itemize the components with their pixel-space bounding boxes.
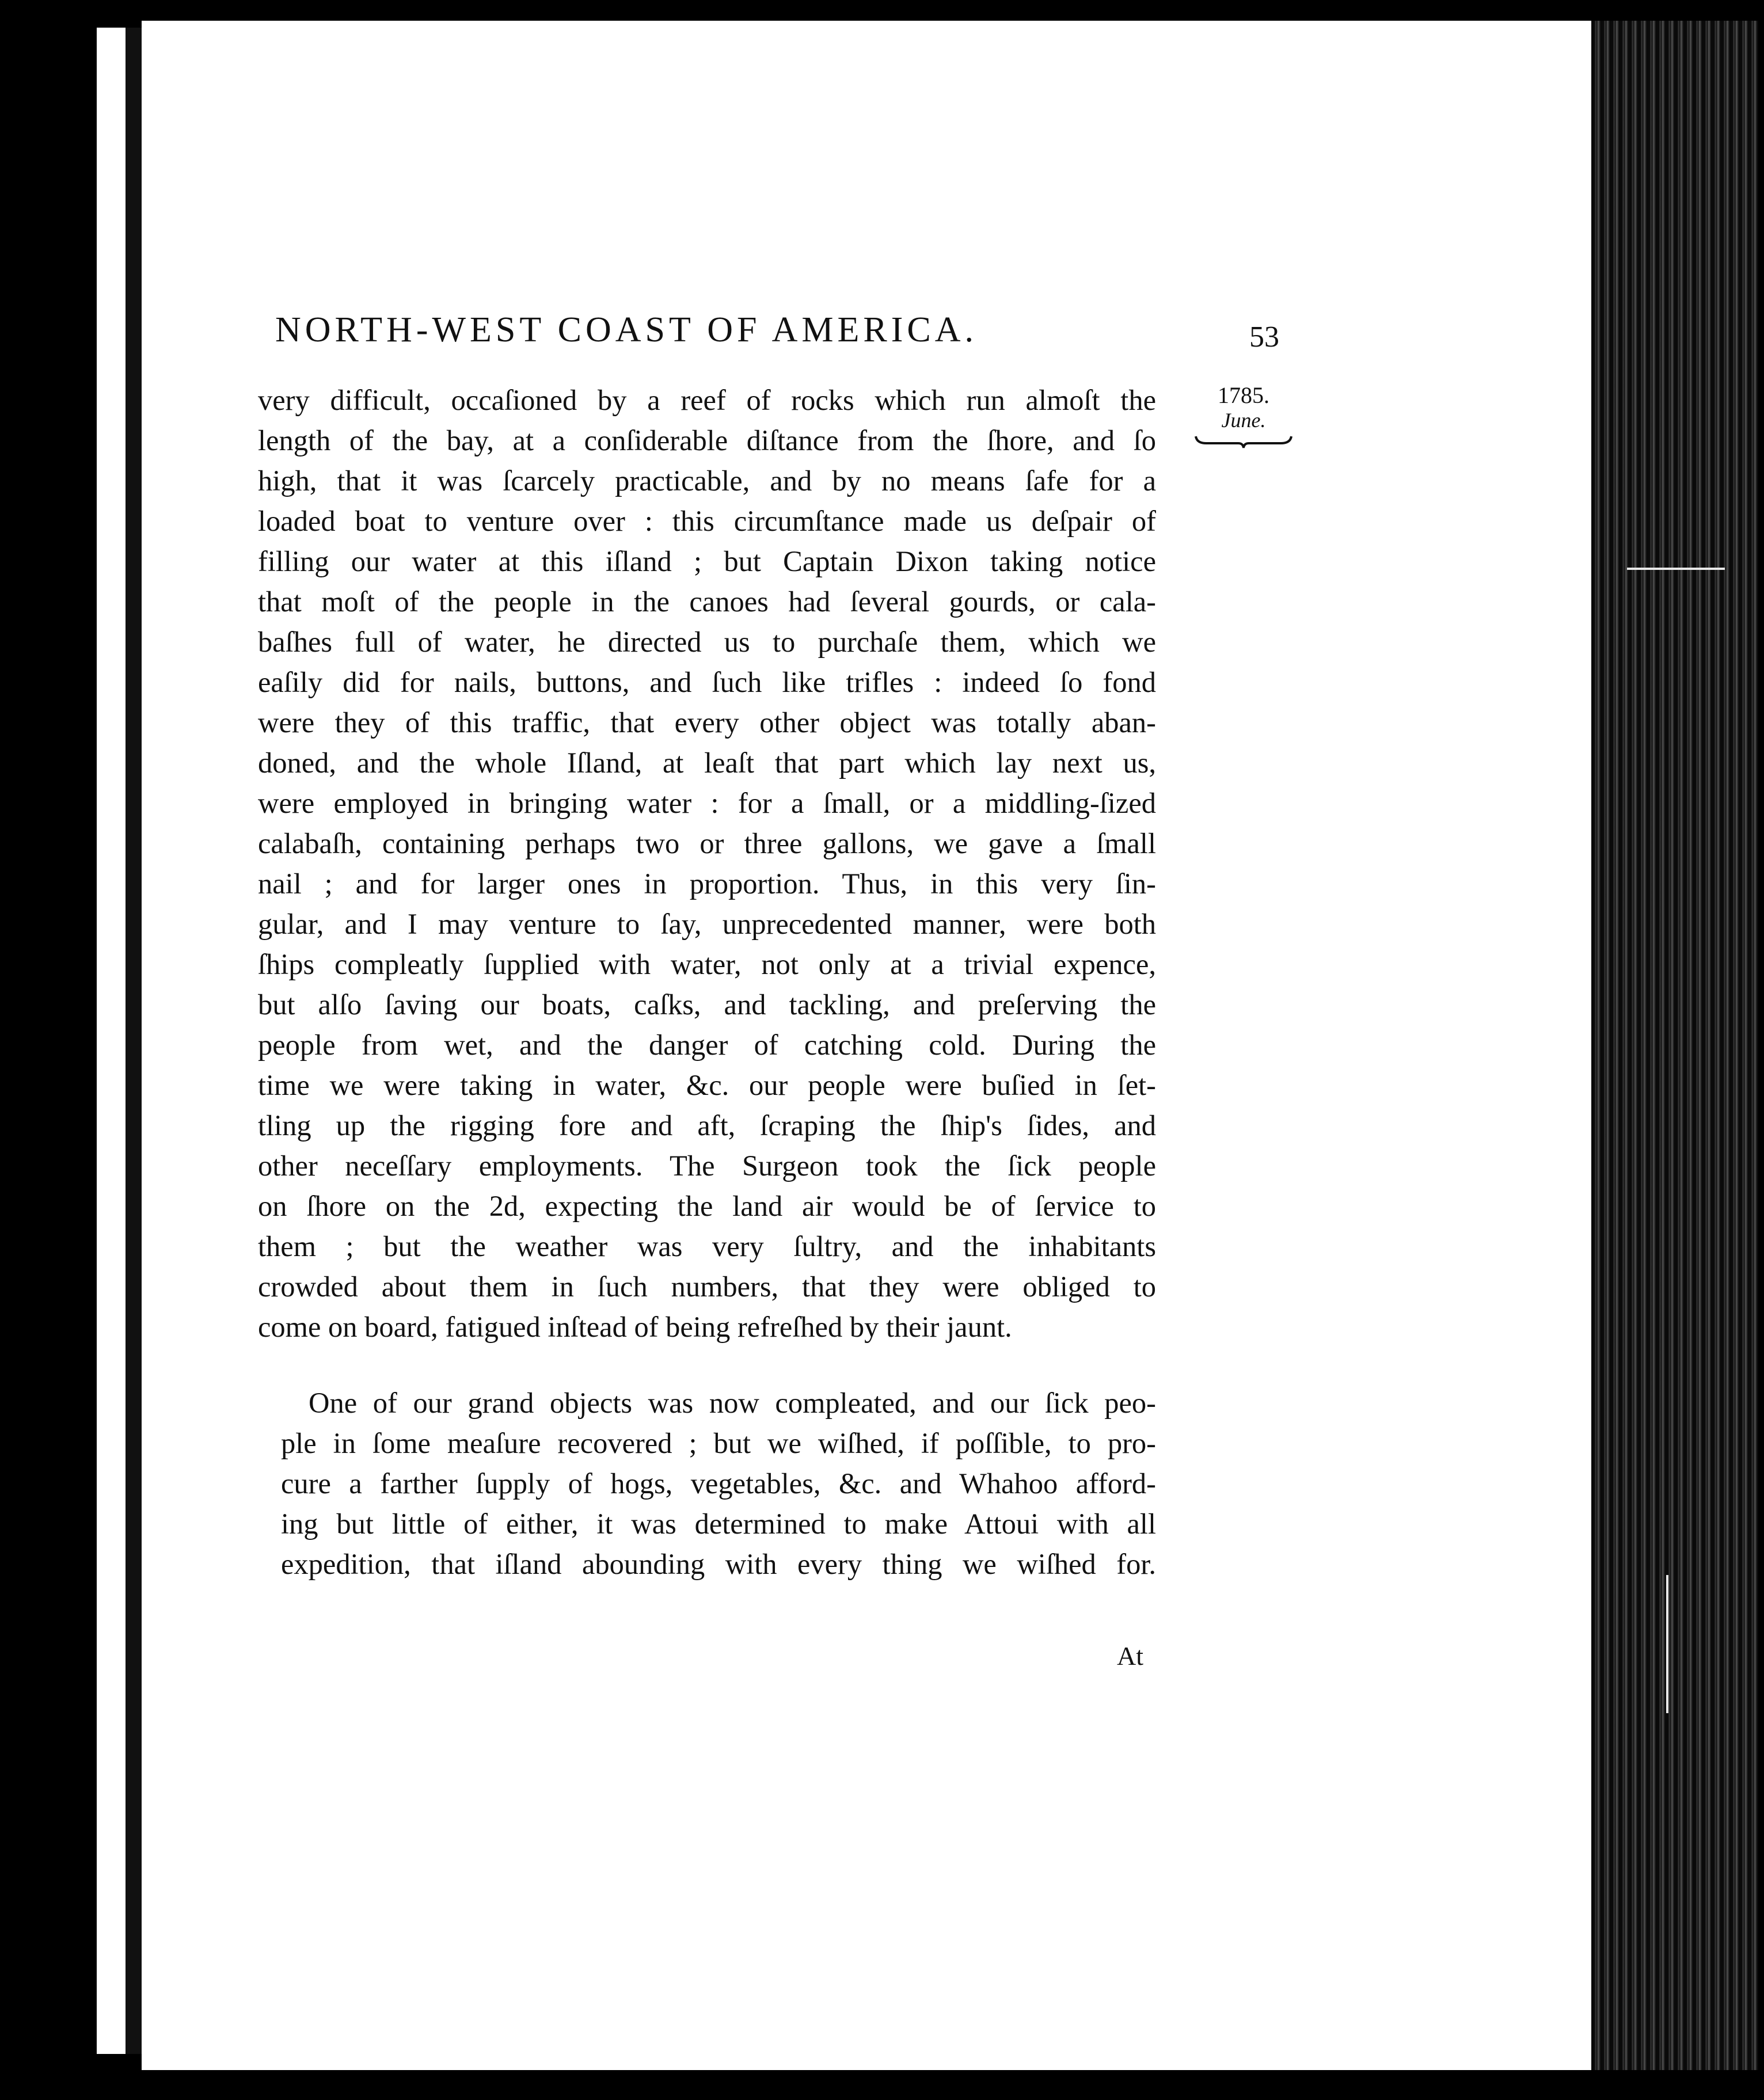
text-line: loaded boat to venture over : this circumſtance made us deſpair of — [258, 505, 1156, 537]
text-line: high, that it was ſcarcely practicable, and by no means ſafe for a — [258, 465, 1156, 497]
text-line: were employed in bringing water : for a ſmall, or a middling-ſized — [258, 787, 1156, 819]
page-number: 53 — [1249, 321, 1279, 353]
text-line: nail ; and for larger ones in proportion. Thus, in this very ſin- — [258, 868, 1156, 900]
text-line: length of the bay, at a conſiderable diſtance from the ſhore, and ſo — [258, 424, 1156, 456]
paragraph-1 — [258, 380, 1156, 1347]
edge-mark — [1666, 1575, 1668, 1713]
text-line: filling our water at this iſland ; but Captain Dixon taking notice — [258, 545, 1156, 577]
text-line: baſhes full of water, he directed us to purchaſe them, which we — [258, 626, 1156, 658]
text-line: but alſo ſaving our boats, caſks, and tackling, and preſerving the — [258, 988, 1156, 1021]
margin-date-note — [1192, 382, 1295, 449]
text-line: people from wet, and the danger of catching cold. During the — [258, 1029, 1156, 1061]
margin-month: June. — [1221, 409, 1266, 432]
text-line: very difficult, occaſioned by a reef of rocks which run almoſt the — [258, 384, 1156, 416]
text-line: ing but little of either, it was determined to make Attoui with all — [281, 1508, 1156, 1540]
text-line: doned, and the whole Iſland, at leaſt that part which lay next us, — [258, 747, 1156, 779]
text-line: expedition, that iſland abounding with every thing we wiſhed for. — [281, 1548, 1156, 1580]
text-line: calabaſh, containing perhaps two or three gallons, we gave a ſmall — [258, 827, 1156, 859]
body-text — [258, 380, 1156, 1584]
text-line: eaſily did for nails, buttons, and ſuch like trifles : indeed ſo fond — [258, 666, 1156, 698]
margin-year: 1785. — [1218, 382, 1269, 408]
binding-gutter — [126, 28, 142, 2054]
catchword: At — [1117, 1641, 1143, 1671]
paragraph-gap — [258, 1347, 1156, 1383]
edge-mark — [1627, 568, 1725, 570]
text-line: them ; but the weather was very ſultry, and the inhabitants — [258, 1230, 1156, 1262]
running-title: NORTH-WEST COAST OF AMERICA. — [275, 310, 978, 349]
text-line: tling up the rigging fore and aft, ſcraping the ſhip's ſides, and — [258, 1109, 1156, 1142]
text-line: other neceſſary employments. The Surgeon took the ſick people — [258, 1150, 1156, 1182]
margin-brace-icon — [1195, 434, 1292, 449]
paragraph-2 — [258, 1383, 1156, 1584]
facing-page-edge — [97, 28, 126, 2054]
text-line: One of our grand objects was now compleated, and our ſick peo- — [309, 1387, 1156, 1419]
text-line: ple in ſome meaſure recovered ; but we wiſhed, if poſſible, to pro- — [281, 1427, 1156, 1459]
text-line: were they of this traffic, that every other object was totally aban- — [258, 706, 1156, 739]
text-line: time we were taking in water, &c. our people were buſied in ſet- — [258, 1069, 1156, 1101]
text-line: gular, and I may venture to ſay, unprecedented manner, were both — [258, 908, 1156, 940]
text-line: come on board, fatigued inſtead of being refreſhed by their jaunt. — [258, 1311, 1012, 1343]
text-line: on ſhore on the 2d, expecting the land air would be of ſervice to — [258, 1190, 1156, 1222]
text-line: cure a farther ſupply of hogs, vegetables, &c. and Whahoo afford- — [281, 1467, 1156, 1500]
page-fore-edge — [1591, 21, 1758, 2070]
text-line: ſhips compleatly ſupplied with water, not only at a trivial expence, — [258, 948, 1156, 980]
text-line: that moſt of the people in the canoes had ſeveral gourds, or cala- — [258, 585, 1156, 618]
text-line: crowded about them in ſuch numbers, that they were obliged to — [258, 1270, 1156, 1303]
